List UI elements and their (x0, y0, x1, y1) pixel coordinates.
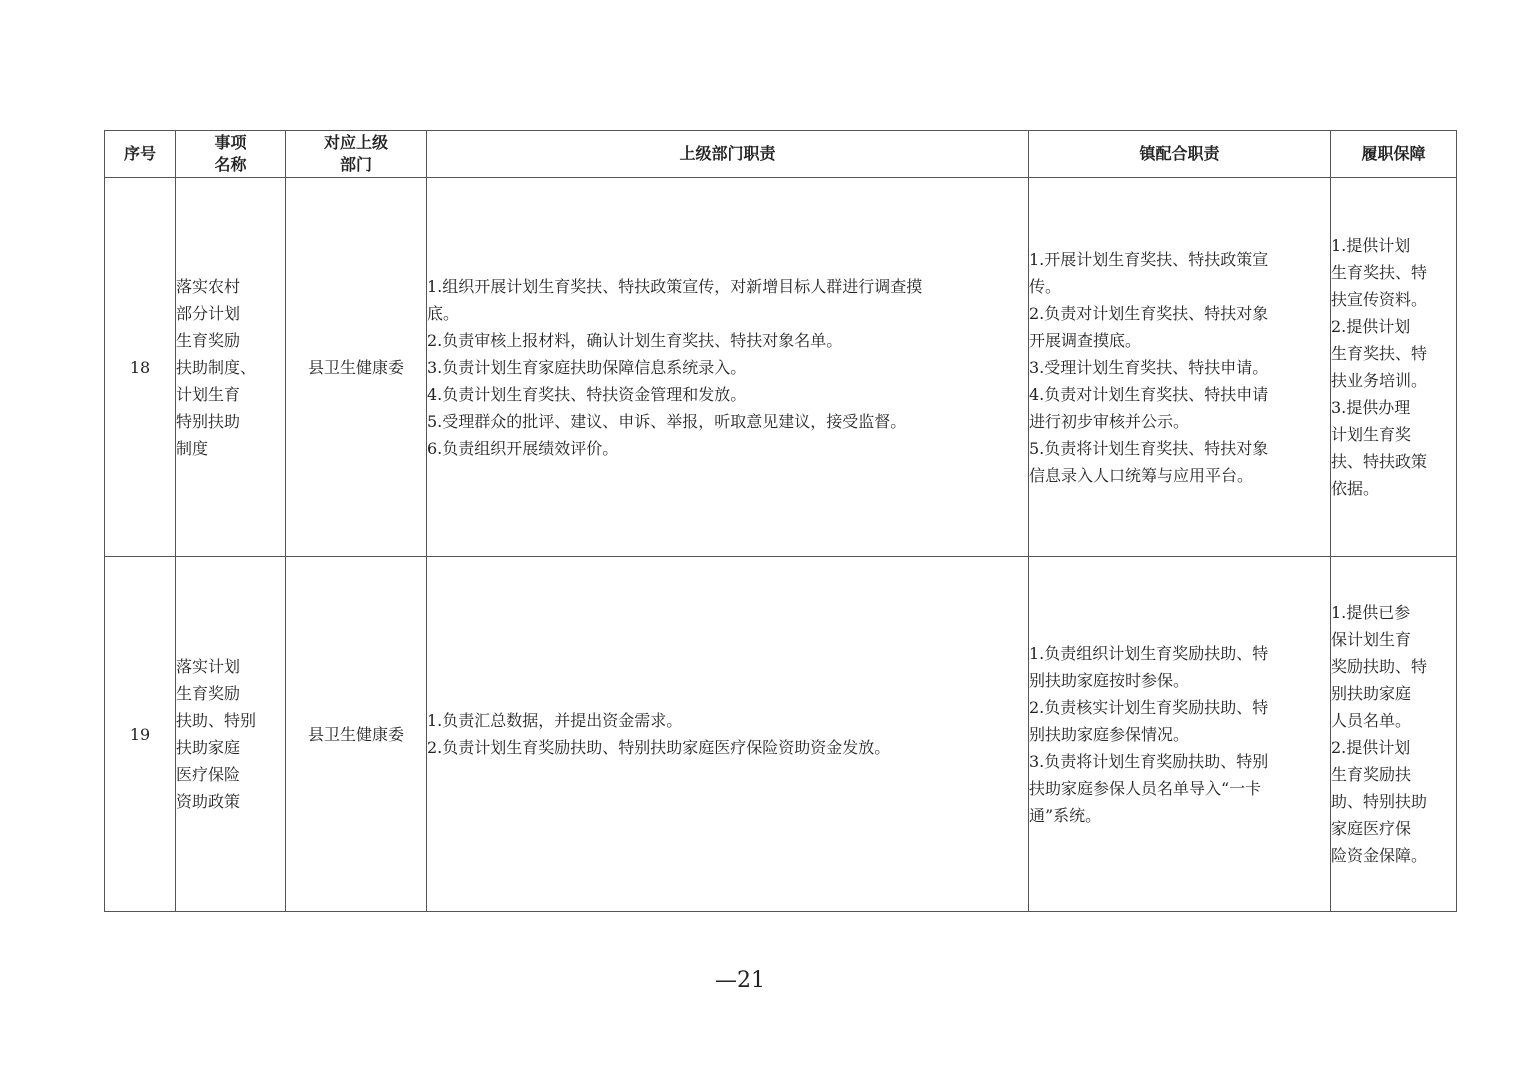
guarantee-line: 助、特别扶助 (1331, 792, 1428, 811)
header-row (105, 131, 1457, 178)
guarantee-line: 保计划生育 (1331, 630, 1412, 649)
town-duty-line: 3.受理计划生育奖扶、特扶申请。 (1029, 357, 1269, 377)
guarantee-line: 依据。 (1331, 479, 1380, 498)
row-item-name (176, 557, 286, 912)
header-item-name (176, 131, 286, 178)
guarantee-line: 家庭医疗保 (1331, 819, 1412, 838)
guarantee-line: 生育奖扶、特 (1331, 263, 1428, 282)
row-guarantee (1331, 557, 1457, 912)
header-item-name-line: 名称 (214, 155, 247, 174)
row-seq: 18 (105, 178, 176, 557)
town-duty-line: 扶助家庭参保人员名单导入“一卡 (1029, 778, 1262, 798)
town-duty-line: 2.负责对计划生育奖扶、特扶对象 (1029, 303, 1269, 323)
guarantee-line: 1.提供已参 (1331, 603, 1411, 622)
guarantee-line: 生育奖扶、特 (1331, 344, 1428, 363)
guarantee-line: 2.提供计划 (1331, 738, 1411, 757)
table-row (105, 557, 1457, 912)
row-superior-dept: 县卫生健康委 (286, 178, 427, 557)
guarantee-line: 扶、特扶政策 (1331, 452, 1428, 471)
town-duty-line: 信息录入人口统筹与应用平台。 (1029, 465, 1254, 485)
item-name-line: 扶助、特别 (176, 711, 257, 730)
header-superior-duties: 上级部门职责 (427, 131, 1029, 178)
header-guarantee: 履职保障 (1331, 131, 1457, 178)
header-town-duties: 镇配合职责 (1029, 131, 1331, 178)
town-duty-line: 开展调查摸底。 (1029, 330, 1142, 350)
town-duty-line: 5.负责将计划生育奖扶、特扶对象 (1029, 438, 1269, 458)
duty-line: 2.负责计划生育奖励扶助、特别扶助家庭医疗保险资助资金发放。 (427, 738, 891, 757)
duty-line: 4.负责计划生育奖扶、特扶资金管理和发放。 (427, 384, 747, 404)
item-name-line: 落实农村 (176, 276, 241, 296)
guarantee-line: 奖励扶助、特 (1331, 657, 1428, 676)
guarantee-line: 别扶助家庭 (1331, 684, 1412, 703)
duty-line: 5.受理群众的批评、建议、申诉、举报，听取意见建议，接受监督。 (427, 411, 907, 431)
item-name-line: 生育奖励 (176, 330, 241, 350)
row-guarantee (1331, 178, 1457, 557)
guarantee-line: 1.提供计划 (1331, 236, 1411, 255)
row-superior-duties (427, 557, 1029, 912)
town-duty-line: 4.负责对计划生育奖扶、特扶申请 (1029, 384, 1269, 404)
guarantee-line: 扶业务培训。 (1331, 371, 1428, 390)
town-duty-line: 传。 (1029, 276, 1062, 296)
town-duty-line: 通”系统。 (1029, 805, 1102, 825)
item-name-line: 部分计划 (176, 303, 241, 323)
town-duty-line: 别扶助家庭参保情况。 (1029, 724, 1190, 744)
town-duty-line: 3.负责将计划生育奖励扶助、特别 (1029, 751, 1269, 771)
row-superior-dept: 县卫生健康委 (286, 557, 427, 912)
duty-line: 3.负责计划生育家庭扶助保障信息系统录入。 (427, 357, 747, 377)
duty-line: 1.负责汇总数据，并提出资金需求。 (427, 711, 683, 730)
town-duty-line: 1.负责组织计划生育奖励扶助、特 (1029, 643, 1269, 663)
item-name-line: 特别扶助 (176, 411, 241, 431)
item-name-line: 扶助制度、 (176, 357, 257, 377)
duty-line: 底。 (427, 303, 460, 323)
item-name-line: 落实计划 (176, 657, 241, 676)
header-superior-dept (286, 131, 427, 178)
item-name-line: 计划生育 (176, 384, 241, 404)
table-row (105, 178, 1457, 557)
header-superior-dept-line: 对应上级 (323, 133, 388, 152)
duty-table (104, 130, 1457, 912)
item-name-line: 扶助家庭 (176, 738, 241, 757)
guarantee-line: 2.提供计划 (1331, 317, 1411, 336)
guarantee-line: 3.提供办理 (1331, 398, 1411, 417)
town-duty-line: 1.开展计划生育奖扶、特扶政策宣 (1029, 249, 1269, 269)
duty-line: 2.负责审核上报材料，确认计划生育奖扶、特扶对象名单。 (427, 330, 843, 350)
guarantee-line: 生育奖励扶 (1331, 765, 1412, 784)
item-name-line: 资助政策 (176, 792, 241, 811)
town-duty-line: 进行初步审核并公示。 (1029, 411, 1190, 431)
guarantee-line: 计划生育奖 (1331, 425, 1412, 444)
duty-line: 1.组织开展计划生育奖扶、特扶政策宣传，对新增目标人群进行调查摸 (427, 276, 923, 296)
town-duty-line: 别扶助家庭按时参保。 (1029, 670, 1190, 690)
row-superior-duties (427, 178, 1029, 557)
guarantee-line: 扶宣传资料。 (1331, 290, 1428, 309)
header-item-name-line: 事项 (214, 133, 247, 152)
guarantee-line: 险资金保障。 (1331, 846, 1428, 865)
row-item-name (176, 178, 286, 557)
header-seq: 序号 (105, 131, 176, 178)
item-name-line: 制度 (176, 438, 209, 458)
header-superior-dept-line: 部门 (339, 155, 372, 174)
item-name-line: 生育奖励 (176, 684, 241, 703)
duty-line: 6.负责组织开展绩效评价。 (427, 438, 619, 458)
guarantee-line: 人员名单。 (1331, 711, 1412, 730)
page-number: —21 (715, 968, 765, 993)
town-duty-line: 2.负责核实计划生育奖励扶助、特 (1029, 697, 1269, 717)
item-name-line: 医疗保险 (176, 765, 241, 784)
row-seq: 19 (105, 557, 176, 912)
row-town-duties (1029, 557, 1331, 912)
row-town-duties (1029, 178, 1331, 557)
